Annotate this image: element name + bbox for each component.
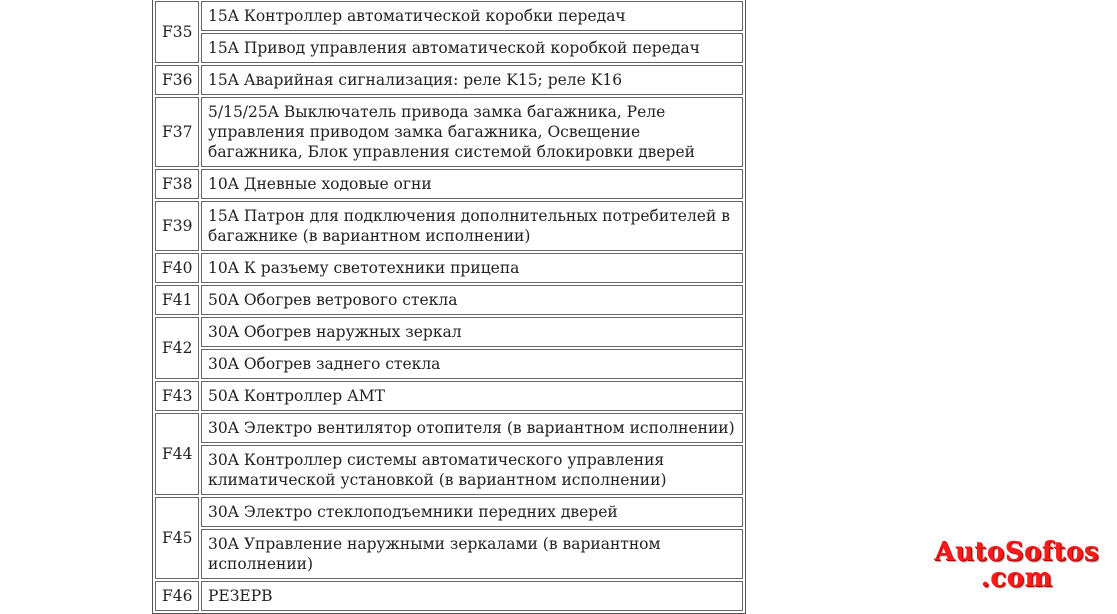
- table-row: [155, 497, 743, 527]
- fuse-description-cell: 50A Обогрев ветрового стекла: [201, 285, 743, 315]
- fuse-id-cell: F44: [155, 413, 199, 495]
- table-row: [155, 445, 743, 495]
- fuse-description-cell: 10A Дневные ходовые огни: [201, 169, 743, 199]
- fuse-description-cell: 30A Обогрев заднего стекла: [201, 349, 743, 379]
- fuse-description-cell: 30A Электро стеклоподъемники передних дверей: [201, 497, 743, 527]
- fuse-description-cell: 15A Аварийная сигнализация: реле K15; реле K16: [201, 65, 743, 95]
- table-row: [155, 581, 743, 611]
- fuse-description-cell: 30A Контроллер системы автоматического управления климатической установкой (в вариантном исполнении): [201, 445, 743, 495]
- watermark-line-1: AutoSoftos: [934, 537, 1099, 567]
- fuse-description-cell: 30A Электро вентилятор отопителя (в вариантном исполнении): [201, 413, 743, 443]
- table-row: [155, 253, 743, 283]
- fuse-description-cell: 50A Контроллер АМТ: [201, 381, 743, 411]
- fuse-description-cell: 30A Обогрев наружных зеркал: [201, 317, 743, 347]
- fuse-id-cell: F39: [155, 201, 199, 251]
- table-row: [155, 201, 743, 251]
- fuse-id-cell: F37: [155, 97, 199, 167]
- fuse-id-cell: F35: [155, 1, 199, 63]
- table-row: [155, 413, 743, 443]
- table-row: [155, 285, 743, 315]
- table-row: [155, 1, 743, 31]
- watermark-logo: [934, 539, 1099, 591]
- fuse-description-cell: 15A Привод управления автоматической коробкой передач: [201, 33, 743, 63]
- fuse-description-cell: РЕЗЕРВ: [201, 581, 743, 611]
- fuse-description-cell: 10A К разъему светотехники прицепа: [201, 253, 743, 283]
- table-row: [155, 381, 743, 411]
- fuse-description-cell: 15A Контроллер автоматической коробки передач: [201, 1, 743, 31]
- fuse-id-cell: F42: [155, 317, 199, 379]
- table-row: [155, 529, 743, 579]
- fuse-table: [152, 0, 746, 614]
- table-row: [155, 317, 743, 347]
- fuse-id-cell: F43: [155, 381, 199, 411]
- fuse-id-cell: F40: [155, 253, 199, 283]
- fuse-id-cell: F46: [155, 581, 199, 611]
- table-row: [155, 169, 743, 199]
- table-row: [155, 349, 743, 379]
- fuse-id-cell: F36: [155, 65, 199, 95]
- fuse-table-body: [155, 1, 743, 611]
- fuse-id-cell: F41: [155, 285, 199, 315]
- fuse-description-cell: 30A Управление наружными зеркалами (в вариантном исполнении): [201, 529, 743, 579]
- fuse-description-cell: 15A Патрон для подключения дополнительных потребителей в багажнике (в вариантном исполнении): [201, 201, 743, 251]
- fuse-description-cell: 5/15/25A Выключатель привода замка багажника, Реле управления приводом замка багажника, Освещение багажника, Блок управления системой блокировки дверей: [201, 97, 743, 167]
- table-row: [155, 97, 743, 167]
- table-row: [155, 65, 743, 95]
- watermark-line-2: .com: [980, 563, 1053, 593]
- fuse-id-cell: F38: [155, 169, 199, 199]
- table-row: [155, 33, 743, 63]
- fuse-id-cell: F45: [155, 497, 199, 579]
